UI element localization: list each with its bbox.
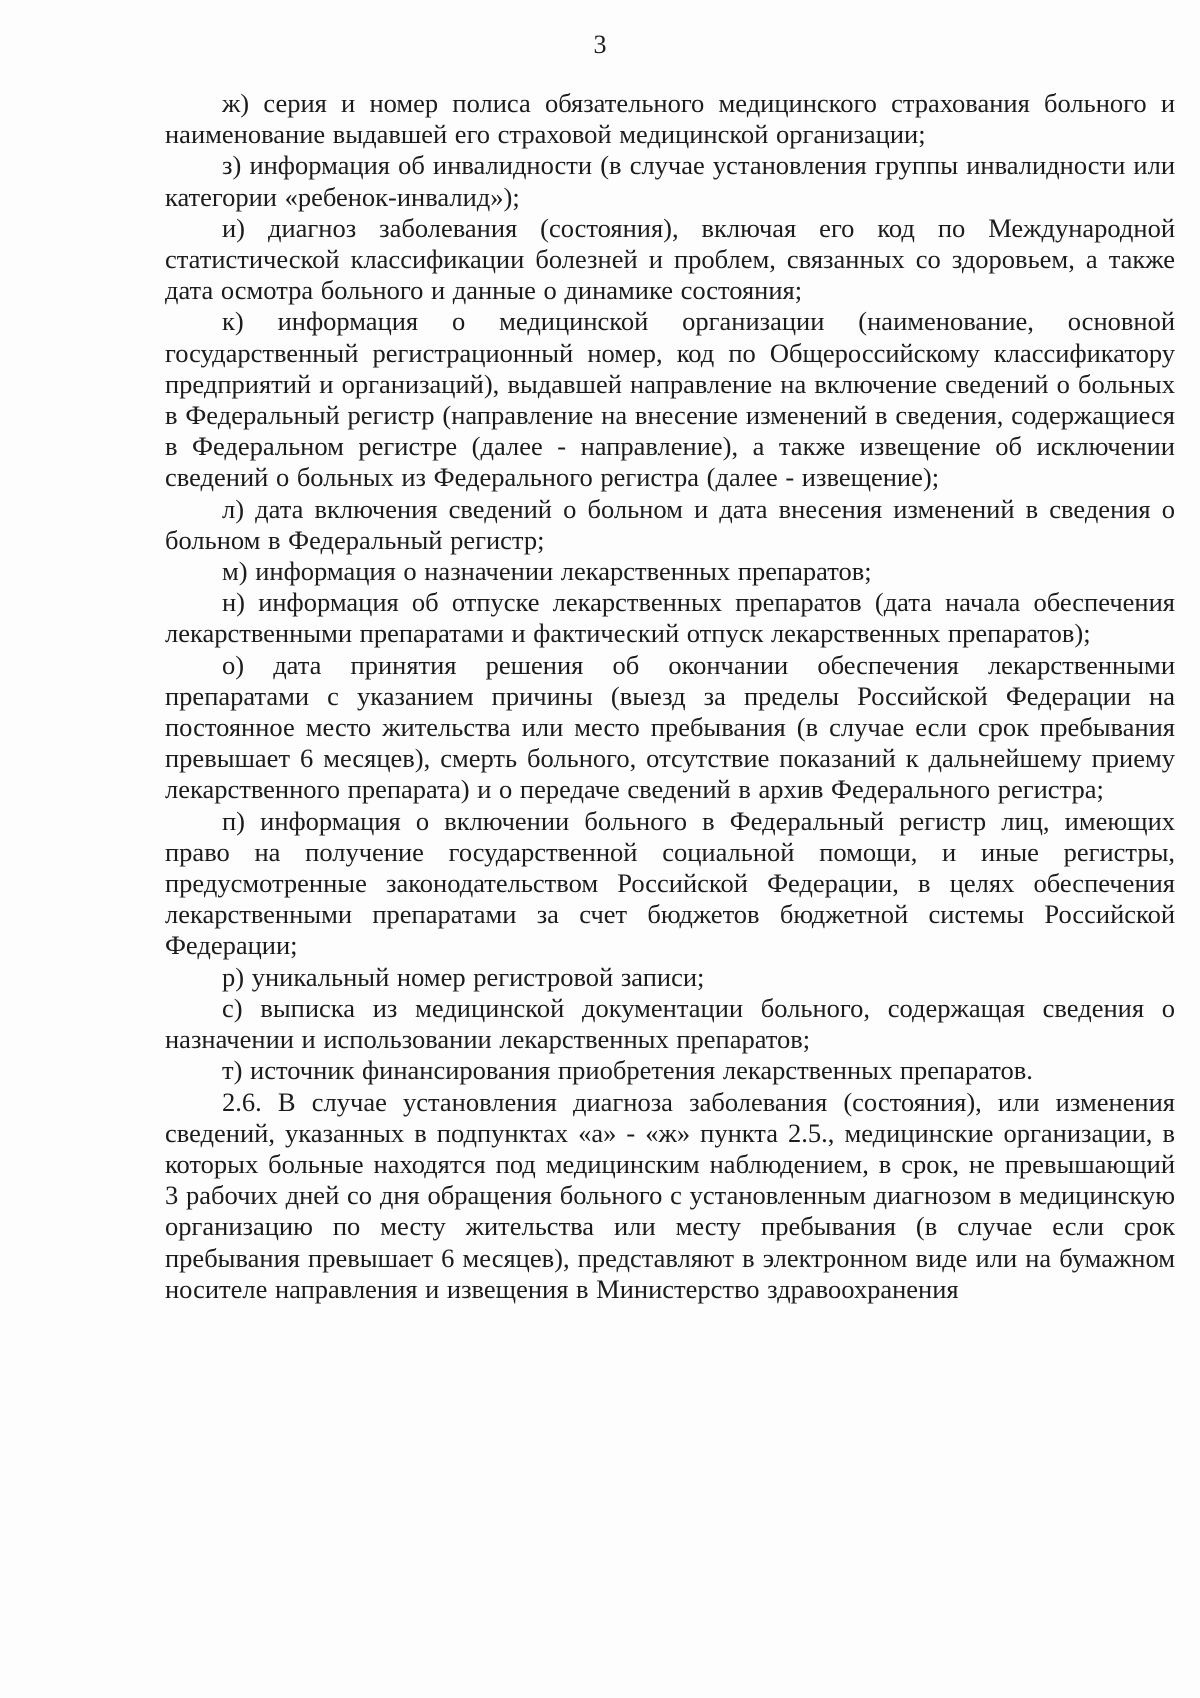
paragraph-r: р) уникальный номер регистровой записи;: [222, 961, 705, 992]
paragraph-p: п) информация о включении больного в Федеральный регистр лиц, имеющих право на получение государственной социальной помощи, и иные регистры, предусмотренные законодательством Российской Федерации, в целях обеспечения лекарственными препаратами за счет бюджетов бюджетной системы Российской Федерации;: [165, 805, 1175, 961]
page-number: 3: [593, 30, 607, 59]
paragraph-t: т) источник финансирования приобретения лекарственных препаратов.: [222, 1055, 1033, 1086]
document-body: [165, 88, 1175, 1305]
paragraph-n: н) информация об отпуске лекарственных препаратов (дата начала обеспечения лекарственными препаратами и фактический отпуск лекарственных препаратов);: [165, 587, 1175, 649]
paragraph-s: с) выписка из медицинской документации больного, содержащая сведения о назначении и использовании лекарственных препаратов;: [165, 992, 1175, 1055]
paragraph-z: з) информация об инвалидности (в случае установления группы инвалидности или категории «ребенок-инвалид»);: [165, 150, 1175, 212]
paragraph-k: к) информация о медицинской организации (наименование, основной государственный регистрационный номер, код по Общероссийскому классификатору предприятий и организаций), выдавшей направление на включение сведений о больных в Федеральный регистр (направление на внесение изменений в сведения, содержащиеся в Федеральном регистре (далее - направление), а также извещение об исключении сведений о больных из Федерального регистра (далее - извещение);: [165, 306, 1175, 493]
paragraph-m: м) информация о назначении лекарственных препаратов;: [222, 556, 872, 587]
paragraph-l: л) дата включения сведений о больном и дата внесения изменений в сведения о больном в Федеральный регистр;: [165, 493, 1175, 555]
paragraph-o: о) дата принятия решения об окончании обеспечения лекарственными препаратами с указанием причины (выезд за пределы Российской Федерации на постоянное место жительства или место пребывания (в случае если срок пребывания превышает 6 месяцев), смерть больного, отсутствие показаний к дальнейшему приему лекарственного препарата) и о передаче сведений в архив Федерального регистра;: [165, 649, 1175, 805]
paragraph-i: и) диагноз заболевания (состояния), включая его код по Международной статистической классификации болезней и проблем, связанных со здоровьем, а также дата осмотра больного и данные о динамике состояния;: [165, 212, 1175, 306]
paragraph-zh: ж) серия и номер полиса обязательного медицинского страхования больного и наименование выдавшей его страховой медицинской организации;: [165, 88, 1175, 150]
paragraph-2-6: 2.6. В случае установления диагноза заболевания (состояния), или изменения сведений, указанных в подпунктах «а» - «ж» пункта 2.5., медицинские организации, в которых больные находятся под медицинским наблюдением, в срок, не превышающий 3 рабочих дней со дня обращения больного с установленным диагнозом в медицинскую организацию по месту жительства или месту пребывания (в случае если срок пребывания превышает 6 месяцев), представляют в электронном виде или на бумажном носителе направления и извещения в Министерство здравоохранения: [165, 1086, 1175, 1304]
